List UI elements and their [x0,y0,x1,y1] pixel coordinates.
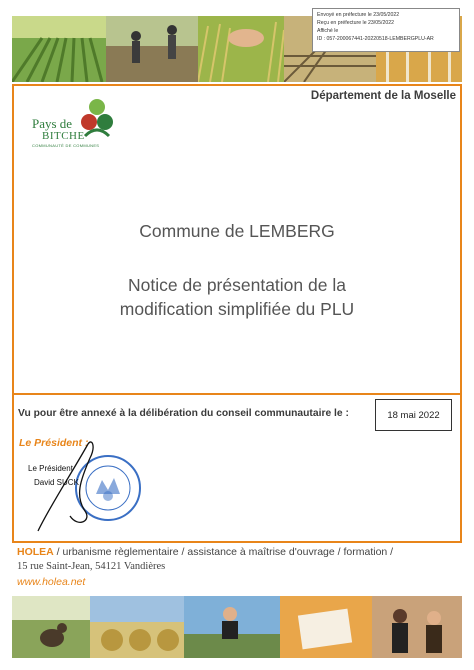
company-name: HOLEA [17,546,54,558]
logo-text: BITCHE [42,130,85,142]
commune-title: Commune de LEMBERG [139,221,335,241]
deliberation-date-box: 18 mai 2022 [375,399,452,431]
company-address: 15 rue Saint-Jean, 54121 Vandières [17,561,166,572]
handwritten-signature [30,436,110,541]
pays-de-bitche-logo-icon [80,98,114,147]
footer-services [17,546,393,558]
frame-top-border [12,84,462,86]
frame-divider [12,393,462,395]
stamp-line: ID : 057-200067441-20220518-LEMBERGPLU-AR [317,36,434,42]
photo-documents [280,596,372,658]
department-label: Département de la Moselle [310,90,456,102]
stamp-line: Reçu en préfecture le 23/05/2022 [317,20,395,26]
company-website-link[interactable]: www.holea.net [17,576,86,588]
annex-statement: Vu pour être annexé à la délibération du conseil communautaire le : [18,408,349,419]
services-text: / urbanisme règlementaire / assistance à maîtrise d'ouvrage / formation / [53,546,394,558]
logo-subtitle: COMMUNAUTÉ DE COMMUNES [32,143,100,148]
photo-business-meeting [372,596,462,658]
photo-farm-workers [106,16,198,82]
prefecture-stamp [312,8,460,52]
photo-hand-wheat [198,16,284,82]
president-label: Le Président : [19,437,89,449]
footer-divider [12,541,462,543]
photo-rooster [12,596,90,658]
signatory-title: Le Président [28,464,73,473]
title-line: modification simplifiée du PLU [119,299,355,319]
stamp-line: Affiché le [317,28,339,34]
photo-hay-bales [90,596,184,658]
photo-cyclist [184,596,280,658]
logo-text: Pays de [32,116,73,131]
document-title [0,273,474,321]
title-line: Notice de présentation de la [128,275,346,295]
stamp-line: Envoyé en préfecture le 23/05/2022 [317,12,400,18]
signatory-name: David SUCK [34,478,79,487]
photo-field-rows [12,16,106,82]
